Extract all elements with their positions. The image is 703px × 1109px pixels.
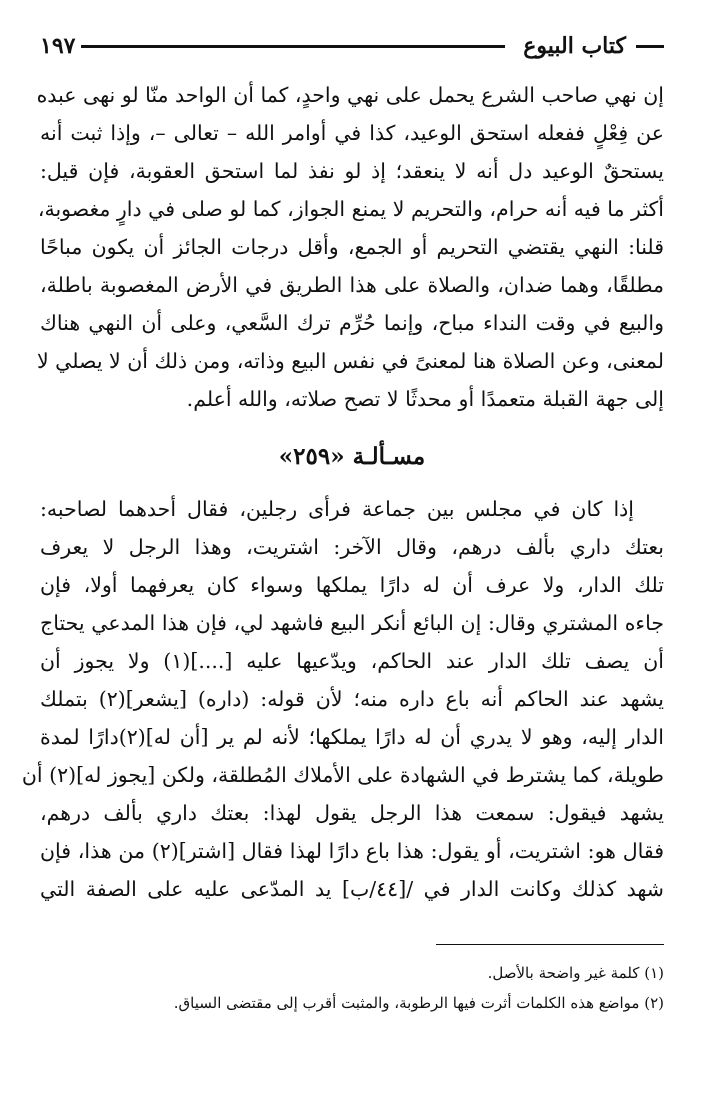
text-line: أكثر ما فيه أنه حرام، والتحريم لا يمنع الجواز، كما لو صلى في دارٍ مغصوبة، bbox=[37, 197, 664, 221]
text-line: يشهد عند الحاكم أنه باع داره منه؛ لأن قوله: (داره) [يشعر](٢) بتملك bbox=[40, 687, 664, 711]
footnote-2: (٢) مواضع هذه الكلمات أثرت فيها الرطوبة، والمثبت أقرب إلى مقتضى السياق. bbox=[173, 994, 664, 1012]
text-line: جاءه المشتري وقال: إن البائع أنكر البيع فاشهد لي، فإن هذا المدعي يحتاج bbox=[40, 611, 664, 635]
text-line: قلنا: النهي يقتضي التحريم أو الجمع، وأقل درجات الجائز أن يكون مباحًا bbox=[40, 235, 664, 259]
text-line: أن يصف تلك الدار عند الحاكم، ويدّعيها عليه [....](١) ولا يجوز أن bbox=[40, 649, 664, 673]
text-line: مطلقًا، وهما ضدان، والصلاة على هذا الطريق في الأرض المغصوبة باطلة، bbox=[40, 273, 664, 297]
header-rule bbox=[81, 45, 505, 48]
text-line: عن فِعْلٍ ففعله استحق الوعيد، كذا في أوامر الله – تعالى –، وإذا ثبت أنه bbox=[40, 121, 664, 145]
text-line: إلى جهة القبلة متعمدًا أو محدثًا لا تصح صلاته، والله أعلم. bbox=[186, 387, 664, 411]
text-line: الدار إليه، وهو لا يدري أن له دارًا يملكها؛ لأنه لم ير [أن له](٢)دارًا لمدة bbox=[40, 725, 664, 749]
text-line: إذا كان في مجلس بين جماعة فرأى رجلين، فقال أحدهما لصاحبه: bbox=[40, 497, 634, 521]
header-rule-short bbox=[636, 45, 664, 48]
footnotes bbox=[40, 958, 664, 1018]
text-line: طويلة، كما يشترط في الشهادة على الأملاك المُطلقة، ولكن [يجوز له](٢) أن bbox=[21, 763, 664, 787]
footnote-divider bbox=[436, 944, 664, 945]
text-line: يشهد فيقول: سمعت هذا الرجل يقول لهذا: بعتك داري بألف درهم، bbox=[40, 801, 664, 825]
section-heading: مسـألـة «٢٥٩» bbox=[278, 443, 426, 470]
text-line: فقال هو: اشتريت، أو يقول: هذا باع دارًا لهذا فقال [اشتر](٢) من هذا، فإن bbox=[40, 839, 665, 863]
text-line: والبيع في وقت النداء مباح، وإنما حُرِّم ترك السَّعي، وعلى أن النهي هناك bbox=[40, 311, 664, 335]
chapter-title: كتاب البيوع bbox=[523, 33, 626, 59]
footnote-1: (١) كلمة غير واضحة بالأصل. bbox=[487, 964, 664, 982]
text-line: إن نهي صاحب الشرع يحمل على نهي واحدٍ، كما أن الواحد منّا لو نهى عبده bbox=[36, 83, 664, 107]
text-line: شهد كذلك وكانت الدار في /[٤٤/ب] يد المدّعى عليه على الصفة التي bbox=[40, 877, 664, 901]
text-line: لمعنى، وعن الصلاة هنا لمعنىً في نفس البيع وذاته، ومن ذلك أن لا يصلي لا bbox=[36, 349, 664, 373]
page-number: ١٩٧ bbox=[40, 33, 76, 59]
text-line: بعتك داري بألف درهم، وقال الآخر: اشتريت، وهذا الرجل لا يعرف bbox=[40, 535, 664, 559]
paragraph-2 bbox=[21, 490, 665, 908]
text-line: تلك الدار، ولا عرف أن له دارًا يملكها وسواء كان يعرفهما أولا، فإن bbox=[40, 573, 664, 597]
text-line: يستحقٌ الوعيد دل أنه لا ينعقد؛ إذ لو نفذ لما استحق العقوبة، فإن قيل: bbox=[40, 159, 664, 183]
paragraph-1 bbox=[36, 76, 664, 418]
page-header bbox=[40, 26, 664, 66]
